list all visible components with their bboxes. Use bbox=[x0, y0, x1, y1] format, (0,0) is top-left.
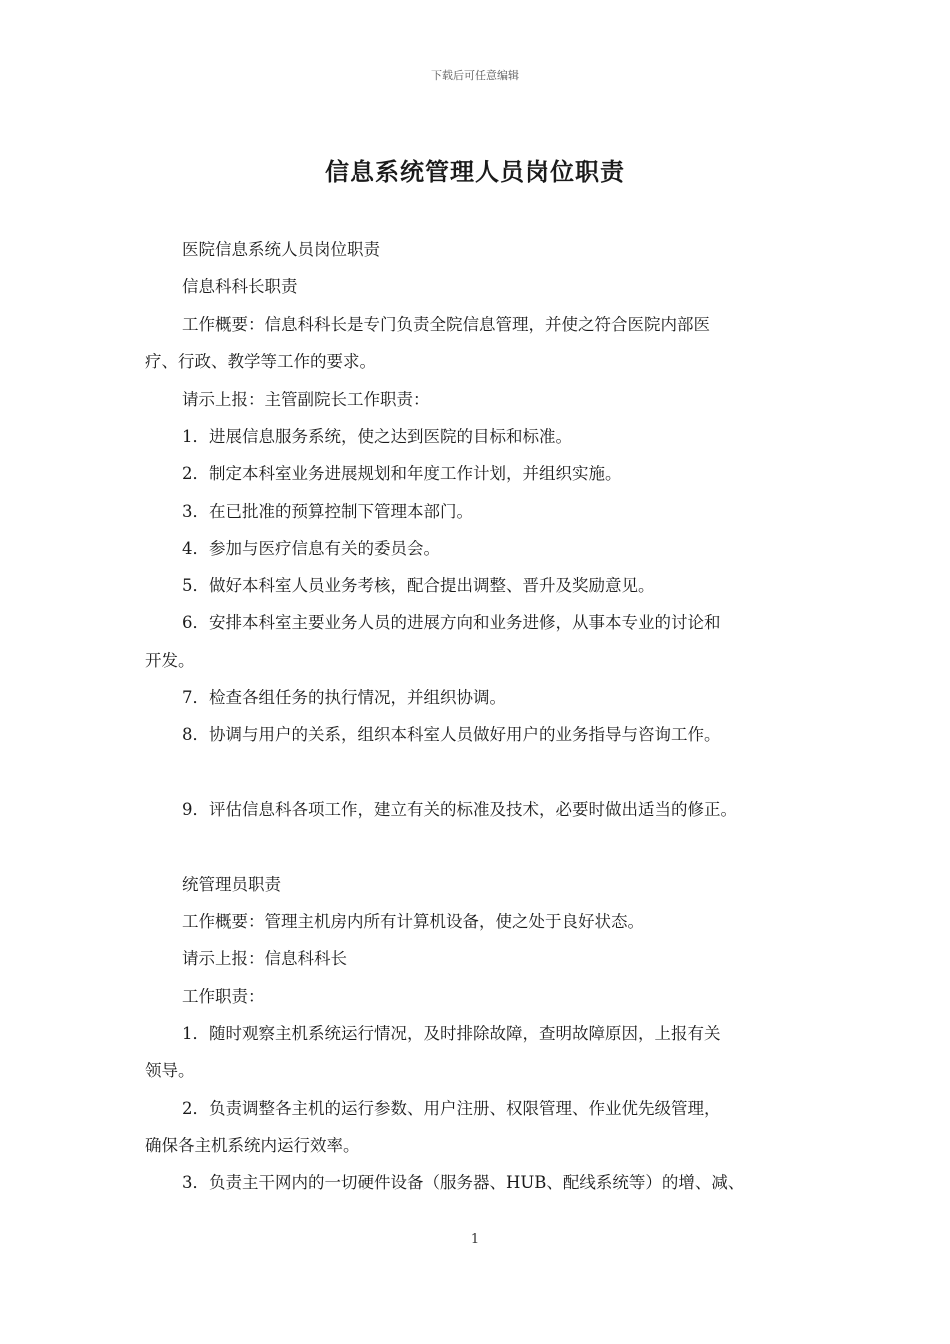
body-line: 工作概要：管理主机房内所有计算机设备，使之处于良好状态。 bbox=[182, 912, 644, 931]
body-line: 8．协调与用户的关系，组织本科室人员做好用户的业务指导与咨询工作。 bbox=[182, 725, 721, 744]
body-line: 疗、行政、教学等工作的要求。 bbox=[145, 352, 376, 371]
body-line: 6．安排本科室主要业务人员的进展方向和业务进修，从事本专业的讨论和 bbox=[182, 613, 721, 632]
body-line: 3．负责主干网内的一切硬件设备（服务器、HUB、配线系统等）的增、减、 bbox=[182, 1173, 745, 1192]
body-line: 确保各主机系统内运行效率。 bbox=[145, 1136, 360, 1155]
body-line: 请示上报：主管副院长工作职责： bbox=[182, 390, 430, 409]
body-line: 1．随时观察主机系统运行情况，及时排除故障，查明故障原因，上报有关 bbox=[182, 1024, 721, 1043]
page-header-note: 下载后可任意编辑 bbox=[431, 69, 519, 82]
body-line: 2．负责调整各主机的运行参数、用户注册、权限管理、作业优先级管理， bbox=[182, 1099, 721, 1118]
body-line: 4．参加与医疗信息有关的委员会。 bbox=[182, 539, 440, 558]
document-title: 信息系统管理人员岗位职责 bbox=[325, 158, 625, 186]
body-line: 3．在已批准的预算控制下管理本部门。 bbox=[182, 502, 473, 521]
body-line: 5．做好本科室人员业务考核，配合提出调整、晋升及奖励意见。 bbox=[182, 576, 655, 595]
body-line: 信息科科长职责 bbox=[182, 277, 298, 296]
page-number: 1 bbox=[470, 1232, 480, 1247]
body-line: 开发。 bbox=[145, 651, 195, 670]
body-line: 工作概要：信息科科长是专门负责全院信息管理，并使之符合医院内部医 bbox=[182, 315, 710, 334]
body-line: 请示上报：信息科科长 bbox=[182, 949, 347, 968]
body-line: 工作职责： bbox=[182, 987, 265, 1006]
body-line: 1．进展信息服务系统，使之达到医院的目标和标准。 bbox=[182, 427, 572, 446]
body-line: 9．评估信息科各项工作，建立有关的标准及技术，必要时做出适当的修正。 bbox=[182, 800, 737, 819]
body-line: 领导。 bbox=[145, 1061, 195, 1080]
body-line: 统管理员职责 bbox=[182, 875, 281, 894]
body-line: 7．检查各组任务的执行情况，并组织协调。 bbox=[182, 688, 506, 707]
body-line: 2．制定本科室业务进展规划和年度工作计划，并组织实施。 bbox=[182, 464, 622, 483]
body-line: 医院信息系统人员岗位职责 bbox=[182, 240, 380, 259]
